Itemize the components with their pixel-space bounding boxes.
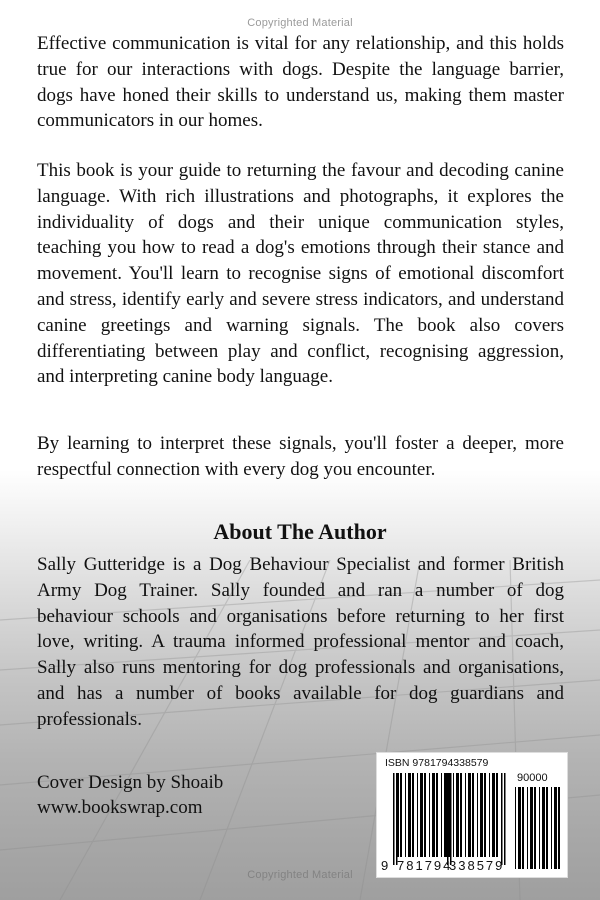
description-text-3: By learning to interpret these signals, you'll foster a deeper, more respectful connection with every dog you encounter. (37, 433, 564, 480)
barcode-bar (465, 773, 466, 857)
price-barcode-bar (546, 787, 548, 869)
barcode-bar (492, 773, 495, 857)
price-barcode-bar (542, 787, 545, 869)
barcode-bar (480, 773, 483, 857)
price-barcode-bar (534, 787, 536, 869)
description-paragraph-1 (37, 31, 564, 134)
barcode-guard-bar (504, 773, 506, 865)
barcode-guard-bar (447, 773, 449, 865)
price-barcode-bar (539, 787, 540, 869)
barcode-bar (453, 773, 454, 857)
isbn-digit-group-1: 781794 (397, 858, 453, 873)
barcode-guard-bar (396, 773, 398, 865)
barcode-bar (484, 773, 486, 857)
description-text-2: This book is your guide to returning the favour and decoding canine language. With rich illustrations and photographs, it explores the individuality of dogs and their unique communication styles, teaching you how to read a dog's emotions through their stance and movement. You'll learn to recognise signs of emotional discomfort and stress, identify early and severe stress indicators, and understand canine greetings and warning signals. The book also covers differentiating between play and conflict, recognising aggression, and interpreting canine body language. (37, 160, 564, 388)
barcode-bar (441, 773, 442, 857)
about-author-heading: About The Author (213, 519, 387, 544)
price-barcode-bar (515, 787, 516, 869)
barcode-bar (468, 773, 471, 857)
barcode-bar (429, 773, 430, 857)
barcode-bar (424, 773, 426, 857)
isbn-digit-group-2: 338579 (449, 858, 505, 873)
price-barcode-bar (558, 787, 560, 869)
designer-website: www.bookswrap.com (37, 797, 203, 818)
barcode-bar (417, 773, 418, 857)
barcode-bar (420, 773, 423, 857)
price-barcode-bar (551, 787, 552, 869)
barcode-guard-bar (501, 773, 503, 865)
barcode-bar (460, 773, 462, 857)
isbn-label: ISBN 9781794338579 (385, 757, 489, 769)
price-barcode-bar (518, 787, 521, 869)
copyright-watermark-bottom: Copyrighted Material (247, 869, 353, 881)
barcode-bar (456, 773, 459, 857)
author-bio-text: Sally Gutteridge is a Dog Behaviour Specialist and former British Army Dog Trainer. Sally founded and ran a number of dog behaviour schools and organisations before returning to her first love, writing. A trauma informed professional mentor and coach, Sally also runs mentoring for dog professionals and organisations, and has a number of books available for dog guardians and professionals. (37, 554, 564, 730)
price-barcode-bar (527, 787, 528, 869)
copyright-watermark-top: Copyrighted Material (247, 17, 353, 29)
isbn-digit-lead: 9 (381, 858, 389, 873)
barcode-guard-bar (450, 773, 452, 865)
cover-design-credit: Cover Design by Shoaib (37, 772, 224, 793)
barcode-bar (408, 773, 411, 857)
price-barcode-bar (530, 787, 533, 869)
barcode-bar (472, 773, 474, 857)
description-text-1: Effective communication is vital for any relationship, and this holds true for our interactions with dogs. Despite the language barrier, dogs have honed their skills to understand us, making them master communicators in our homes. (37, 33, 564, 132)
author-bio (37, 552, 564, 733)
barcode-bar (477, 773, 478, 857)
barcode-guard-bar (393, 773, 395, 865)
price-code: 90000 (517, 772, 548, 784)
barcode-bar (444, 773, 447, 857)
barcode-bar (432, 773, 435, 857)
price-barcode-bar (554, 787, 557, 869)
barcode-bar (496, 773, 498, 857)
isbn-barcode (376, 752, 568, 878)
barcode-bar (405, 773, 406, 857)
description-paragraph-2 (37, 158, 564, 390)
barcode-bar (412, 773, 414, 857)
barcode-bar (489, 773, 490, 857)
barcode-bar (400, 773, 402, 857)
barcode-bar (436, 773, 438, 857)
price-barcode-bar (522, 787, 524, 869)
description-paragraph-3 (37, 431, 564, 483)
